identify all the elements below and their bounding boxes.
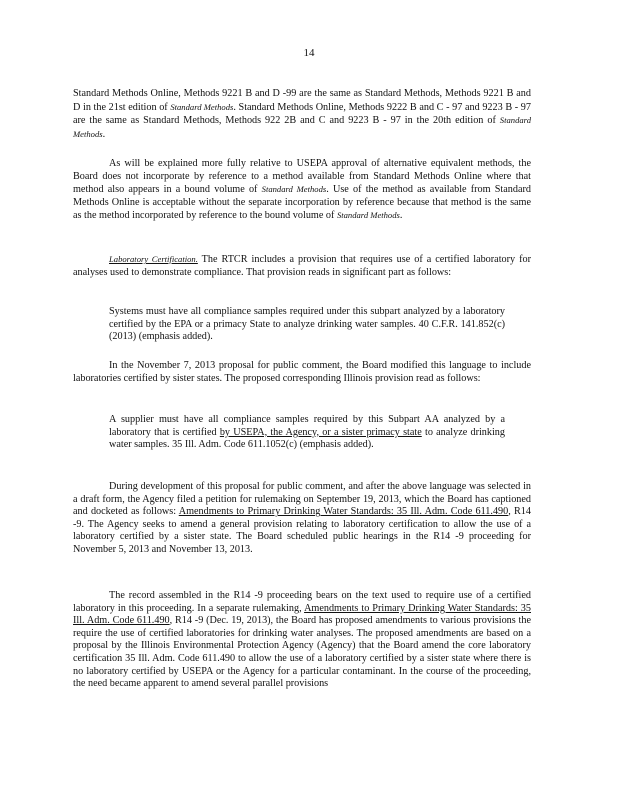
paragraph-text: , R14 -9 (Dec. 19, 2013), the Board has proposed amendments to various provisions the require the use of certified laboratories for drinking water analyses. The proposed amendments are based on a proposal by the Illinois Environmental Protection Agency (Agency) that the Board amend the core laboratory certification 35 Ill. Adm. Code 611.490 to allow the use of a laboratory certified by a sister state where there is no laboratory certified by USEPA or the Agency for a particular contaminant. In the course of the proceeding, the need became apparent to amend several parallel provisions: [73, 615, 531, 690]
case-caption-underlined: Amendments to Primary Drinking Water Standards: 35 Ill. Adm. Code 611.490: [178, 506, 509, 518]
paragraph-text: , R14 -9. The Agency seeks to amend a general provision relating to laboratory certification to allow the use of a laboratory certified by a sister state. The Board scheduled public hearings in the R14 -9 proceeding for November 5, 2013 and November 13, 2013.: [73, 506, 531, 555]
paragraph-text: During development of this proposal for public comment, and after the above language was selected in a draft form, the Agency filed a petition for rulemaking on September 19, 2013, which the Board has captioned and docketed as follows:: [73, 481, 531, 518]
paragraph-standard-methods-online: [73, 88, 531, 141]
paragraph-text: .: [399, 210, 403, 222]
block-quote-illinois: [109, 414, 505, 452]
quote-text: Systems must have all compliance samples required under this subpart analyzed by a laboratory certified by the EPA or a primacy State to analyze drinking water samples. 40 C.F.R. 141.852(c) (2013) (emphasis added).: [109, 306, 505, 343]
paragraph-text: . Standard Methods Online, Methods 9222 B and C - 97 and 9223 B - 97 are the same as Standard Methods, Methods 922 2B and C and 9223 B - 97 in the 20th edition of: [73, 101, 531, 127]
citation-italic: Standard Methods: [170, 101, 234, 112]
paragraph-equivalent-methods: [73, 158, 531, 223]
paragraph-november-proposal: [73, 360, 531, 385]
quote-underlined-text: by USEPA, the Agency, or a sister primacy state: [219, 426, 422, 438]
paragraph-record-assembled: [73, 590, 531, 691]
page-number: 14: [303, 47, 315, 59]
paragraph-text: The record assembled in the R14 -9 proceeding bears on the text used to require use of a certified laboratory in this proceeding. In a separate rulemaking,: [73, 590, 531, 614]
paragraph-text: Standard Methods Online, Methods 9221 B and D -99 are the same as Standard Methods, Methods 9221 B and D in the 21st edition of: [73, 88, 531, 113]
quote-text: to analyze drinking water samples. 35 Ill. Adm. Code 611.1052(c) (emphasis added).: [109, 426, 505, 451]
paragraph-text: The RTCR includes a provision that requires use of a certified laboratory for analyses used to demonstrate compliance. That provision reads in significant part as follows:: [73, 254, 531, 278]
paragraph-laboratory-certification: [73, 253, 531, 279]
citation-italic: Standard Methods: [261, 184, 327, 195]
paragraph-text: . Use of the method as available from Standard Methods Online is acceptable without the separate incorporation by reference because that method is the same as the method incorporated by reference to the bound volume of: [73, 184, 531, 222]
citation-italic: Standard Methods: [336, 210, 400, 221]
quote-text: A supplier must have all compliance samples required by this Subpart AA analyzed by a laboratory that is certified: [109, 414, 505, 438]
paragraph-text: .: [102, 128, 106, 140]
case-caption-underlined: Amendments to Primary Drinking Water Standards: 35 Ill. Adm. Code 611.490: [73, 602, 531, 627]
paragraph-agency-petition: [73, 481, 531, 557]
paragraph-text: In the November 7, 2013 proposal for public comment, the Board modified this language to include laboratories certified by sister states. The proposed corresponding Illinois provision read as follows:: [73, 360, 531, 384]
paragraph-text: As will be explained more fully relative to USEPA approval of alternative equivalent methods, the Board does not incorporate by reference to a method available from Standard Methods Online where that method also appears in a bound volume of: [73, 158, 531, 196]
section-heading: Laboratory Certification.: [109, 254, 198, 264]
citation-italic: Standard Methods: [73, 115, 531, 139]
block-quote-cfr: [109, 306, 505, 344]
